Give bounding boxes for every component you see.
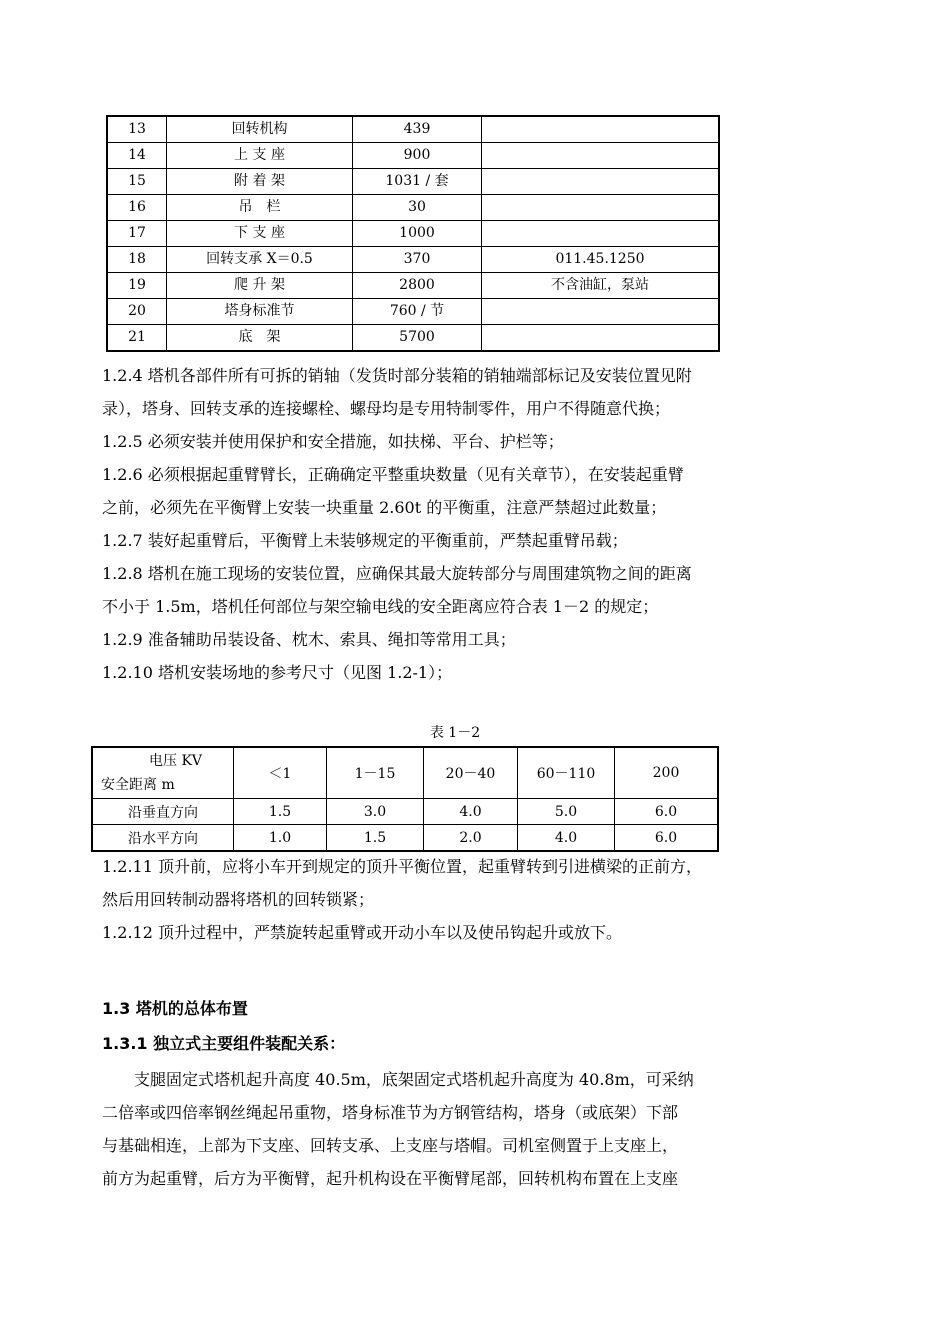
part-weight-cell: 760 / 节: [353, 299, 482, 325]
table-cell: 1.5: [234, 799, 327, 825]
part-name-cell: 吊 栏: [167, 195, 353, 221]
table-cell: 6.0: [615, 825, 719, 852]
part-remark-cell: 不含油缸，泵站: [482, 273, 720, 299]
part-weight-cell: 900: [353, 143, 482, 169]
parts-weight-table: [106, 115, 720, 352]
item-number-cell: 18: [107, 247, 167, 273]
direction-label: 沿垂直方向: [92, 799, 234, 825]
safety-table-row: [92, 825, 718, 852]
safety-table-header-row: [92, 747, 718, 799]
text-line: 1.2.6 必须根据起重臂臂长，正确确定平整重块数量（见有关章节），在安装起重臂: [102, 465, 684, 484]
part-remark-cell: [482, 221, 720, 247]
text-line: 1.2.8 塔机在施工现场的安装位置，应确保其最大旋转部分与周围建筑物之间的距离: [102, 564, 692, 583]
item-number-cell: 20: [107, 299, 167, 325]
table-caption: 表 1－2: [429, 725, 481, 741]
item-number-cell: 15: [107, 169, 167, 195]
table-cell: 4.0: [518, 825, 615, 852]
part-name-cell: 回转支承 X＝0.5: [167, 247, 353, 273]
text-line: 1.2.5 必须安装并使用保护和安全措施，如扶梯、平台、护栏等；: [102, 432, 564, 451]
section-1-3-body: [102, 1063, 812, 1195]
part-remark-cell: [482, 325, 720, 352]
table-cell: 4.0: [424, 799, 518, 825]
part-weight-cell: 439: [353, 116, 482, 143]
item-number-cell: 19: [107, 273, 167, 299]
table-row: [107, 221, 719, 247]
table-row: [107, 247, 719, 273]
text-line: 前方为起重臂，后方为平衡臂，起升机构设在平衡臂尾部，回转机构布置在上支座: [102, 1169, 679, 1188]
voltage-column-header: 1－15: [327, 747, 424, 799]
item-number-cell: 21: [107, 325, 167, 352]
table-cell: 3.0: [327, 799, 424, 825]
text-line: 支腿固定式塔机起升高度 40.5m，底架固定式塔机起升高度为 40.8m，可采纳: [102, 1070, 694, 1089]
table-row: [107, 273, 719, 299]
text-line: 二倍率或四倍率钢丝绳起吊重物，塔身标准节为方钢管结构，塔身（或底架）下部: [102, 1103, 679, 1122]
part-weight-cell: 5700: [353, 325, 482, 352]
distance-header: 安全距离 m: [101, 777, 175, 793]
table-row: [107, 116, 719, 143]
safety-table-corner-header: [92, 747, 234, 799]
section-heading: 1.3 塔机的总体布置: [102, 999, 248, 1018]
text-line: 与基础相连，上部为下支座、回转支承、上支座与塔帽。司机室侧置于上支座上，: [102, 1136, 679, 1155]
part-remark-cell: 011.45.1250: [482, 247, 720, 273]
part-name-cell: 爬 升 架: [167, 273, 353, 299]
part-weight-cell: 2800: [353, 273, 482, 299]
text-line: 录），塔身、回转支承的连接螺栓、螺母均是专用特制零件，用户不得随意代换；: [102, 399, 671, 418]
part-weight-cell: 30: [353, 195, 482, 221]
text-line: 1.2.12 顶升过程中，严禁旋转起重臂或开动小车以及使吊钩起升或放下。: [102, 923, 622, 942]
part-name-cell: 上 支 座: [167, 143, 353, 169]
part-weight-cell: 1031 / 套: [353, 169, 482, 195]
table-row: [107, 325, 719, 352]
text-line: 1.2.10 塔机安装场地的参考尺寸（见图 1.2-1）；: [102, 663, 453, 682]
safety-distance-table: [91, 746, 719, 852]
text-line: 之前，必须先在平衡臂上安装一块重量 2.60t 的平衡重，注意严禁超过此数量；: [102, 498, 667, 517]
table-row: [107, 299, 719, 325]
part-weight-cell: 370: [353, 247, 482, 273]
table-row: [107, 143, 719, 169]
voltage-column-header: 200: [615, 747, 719, 799]
text-line: 1.2.9 准备辅助吊装设备、枕木、索具、绳扣等常用工具；: [102, 630, 516, 649]
item-number-cell: 16: [107, 195, 167, 221]
item-number-cell: 17: [107, 221, 167, 247]
table-cell: 1.5: [327, 825, 424, 852]
text-line: 1.2.7 装好起重臂后，平衡臂上未装够规定的平衡重前，严禁起重臂吊载；: [102, 531, 628, 550]
part-weight-cell: 1000: [353, 221, 482, 247]
table-cell: 6.0: [615, 799, 719, 825]
part-name-cell: 塔身标准节: [167, 299, 353, 325]
direction-label: 沿水平方向: [92, 825, 234, 852]
table-cell: 1.0: [234, 825, 327, 852]
table-row: [107, 195, 719, 221]
part-name-cell: 下 支 座: [167, 221, 353, 247]
part-remark-cell: [482, 116, 720, 143]
part-remark-cell: [482, 195, 720, 221]
table-cell: 5.0: [518, 799, 615, 825]
part-remark-cell: [482, 143, 720, 169]
voltage-column-header: ＜1: [234, 747, 327, 799]
text-line: 1.2.4 塔机各部件所有可拆的销轴（发货时部分装箱的销轴端部标记及安装位置见附: [102, 366, 692, 385]
section-1-2-continued: [102, 359, 812, 689]
table-row: [107, 169, 719, 195]
voltage-column-header: 60－110: [518, 747, 615, 799]
text-line: 然后用回转制动器将塔机的回转锁紧；: [102, 890, 375, 909]
part-remark-cell: [482, 299, 720, 325]
part-remark-cell: [482, 169, 720, 195]
text-line: 不小于 1.5m，塔机任何部位与架空输电线的安全距离应符合表 1－2 的规定；: [102, 597, 659, 616]
part-name-cell: 回转机构: [167, 116, 353, 143]
parts-table-body: [107, 116, 719, 351]
voltage-header: 电压 KV: [149, 753, 203, 769]
part-name-cell: 底 架: [167, 325, 353, 352]
section-1-2-end: [102, 850, 812, 949]
safety-table-row: [92, 799, 718, 825]
item-number-cell: 13: [107, 116, 167, 143]
subsection-heading: 1.3.1 独立式主要组件装配关系：: [102, 1034, 346, 1053]
table-cell: 2.0: [424, 825, 518, 852]
part-name-cell: 附 着 架: [167, 169, 353, 195]
text-line: 1.2.11 顶升前，应将小车开到规定的顶升平衡位置，起重臂转到引进横梁的正前方，: [102, 857, 702, 876]
voltage-column-header: 20－40: [424, 747, 518, 799]
item-number-cell: 14: [107, 143, 167, 169]
